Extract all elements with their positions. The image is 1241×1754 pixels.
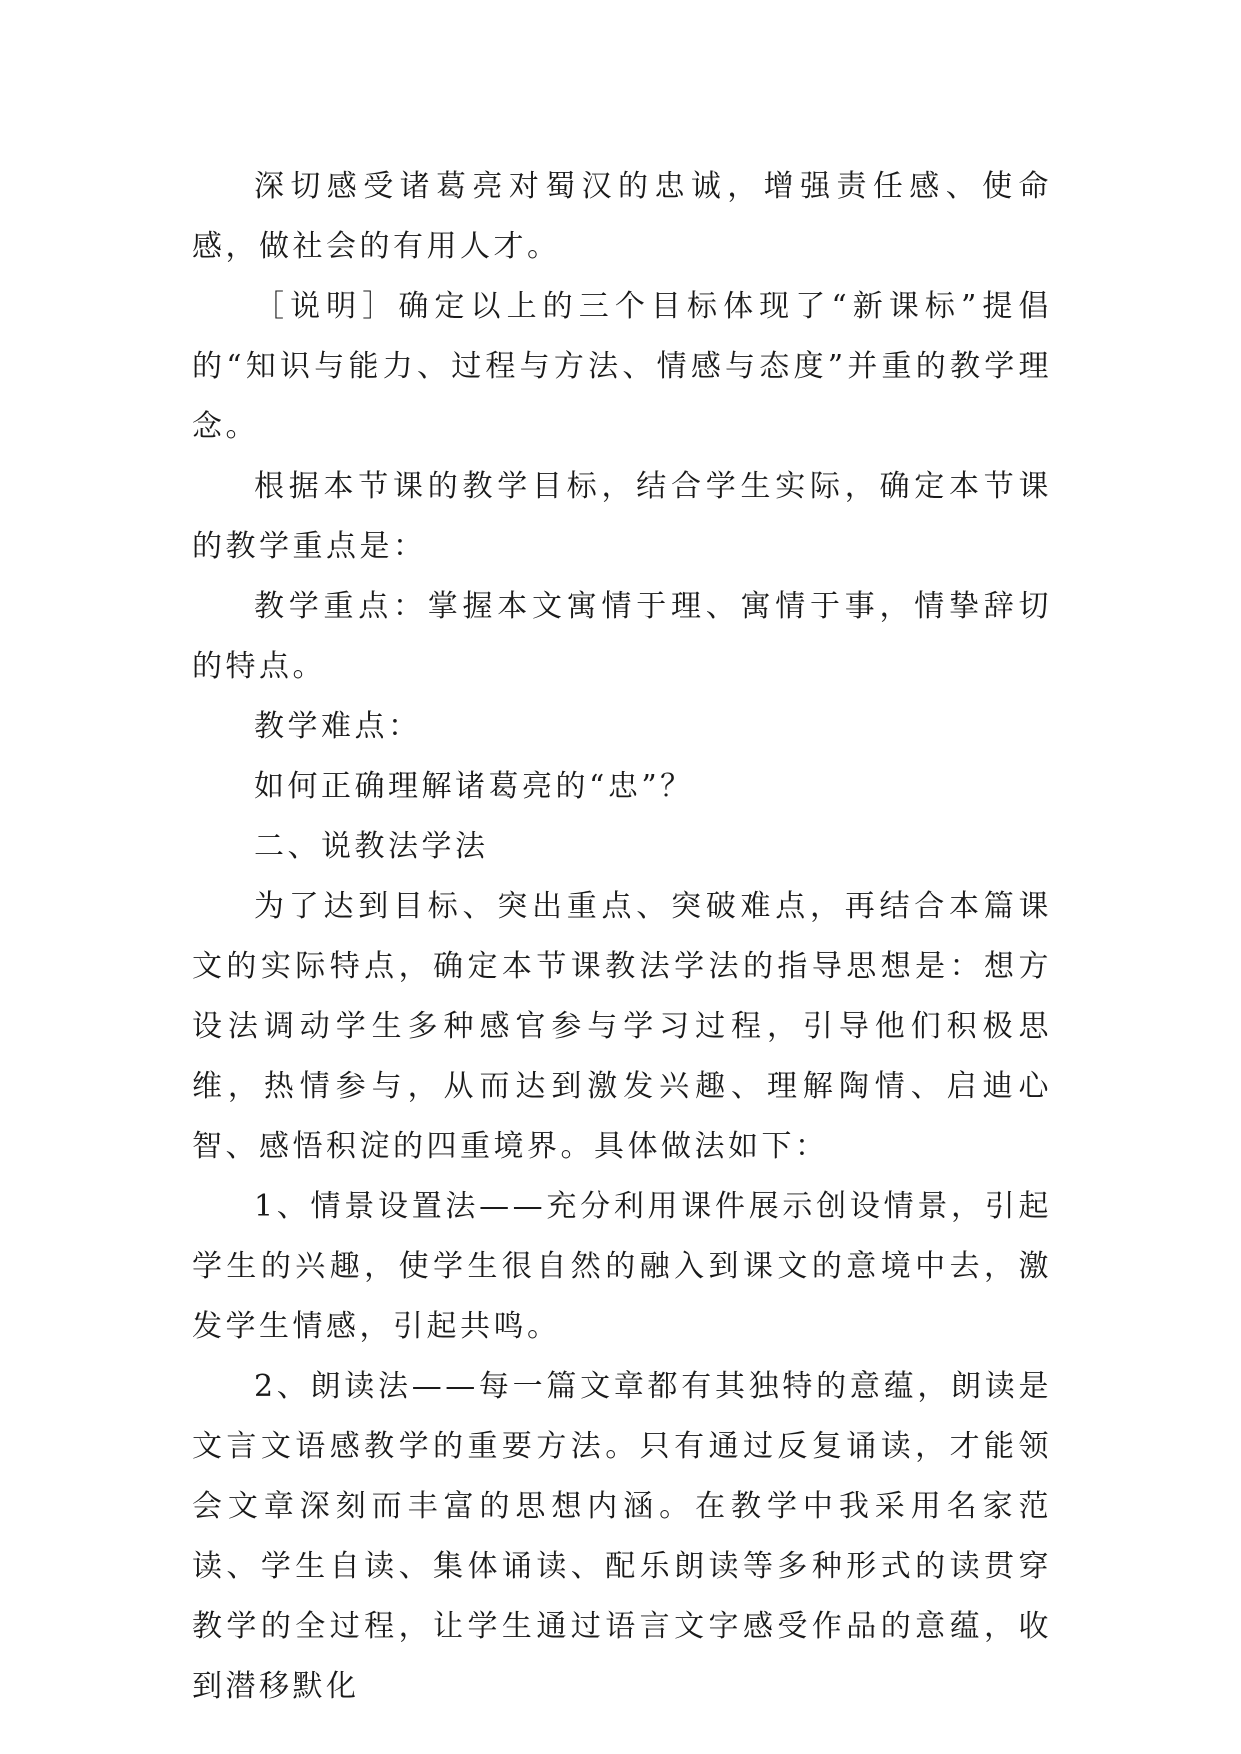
document-page xyxy=(192,157,1052,1717)
paragraph-difficulty-heading: 教学难点： xyxy=(254,709,422,744)
paragraph-methods-intro: 为了达到目标、突出重点、突破难点，再结合本篇课文的实际特点，确定本节课教法学法的指导思想是：想方设法调动学生多种感官参与学习过程，引导他们积极思维，热情参与，从而达到激发兴趣、理解陶情、启迪心智、感悟积淀的四重境界。具体做法如下： xyxy=(192,889,1052,1164)
paragraph-method-reading: 2、朗读法——每一篇文章都有其独特的意蕴，朗读是文言文语感教学的重要方法。只有通过反复诵读，才能领会文章深刻而丰富的思想内涵。在教学中我采用名家范读、学生自读、集体诵读、配乐朗读等多种形式的读贯穿教学的全过程，让学生通过语言文字感受作品的意蕴，收到潜移默化 xyxy=(192,1369,1052,1704)
paragraph-explanation: ［说明］确定以上的三个目标体现了“新课标”提倡的“知识与能力、过程与方法、情感与态度”并重的教学理念。 xyxy=(192,289,1052,444)
section-heading-methods: 二、说教法学法 xyxy=(254,829,489,864)
paragraph-key-point-intro: 根据本节课的教学目标，结合学生实际，确定本节课的教学重点是： xyxy=(192,469,1052,564)
paragraph-goal-emotion: 深切感受诸葛亮对蜀汉的忠诚，增强责任感、使命感，做社会的有用人才。 xyxy=(192,169,1052,264)
paragraph-key-point: 教学重点：掌握本文寓情于理、寓情于事，情挚辞切的特点。 xyxy=(192,589,1052,684)
paragraph-method-scenario: 1、情景设置法——充分利用课件展示创设情景，引起学生的兴趣，使学生很自然的融入到课文的意境中去，激发学生情感，引起共鸣。 xyxy=(192,1189,1052,1344)
paragraph-difficulty: 如何正确理解诸葛亮的“忠”？ xyxy=(254,769,694,804)
